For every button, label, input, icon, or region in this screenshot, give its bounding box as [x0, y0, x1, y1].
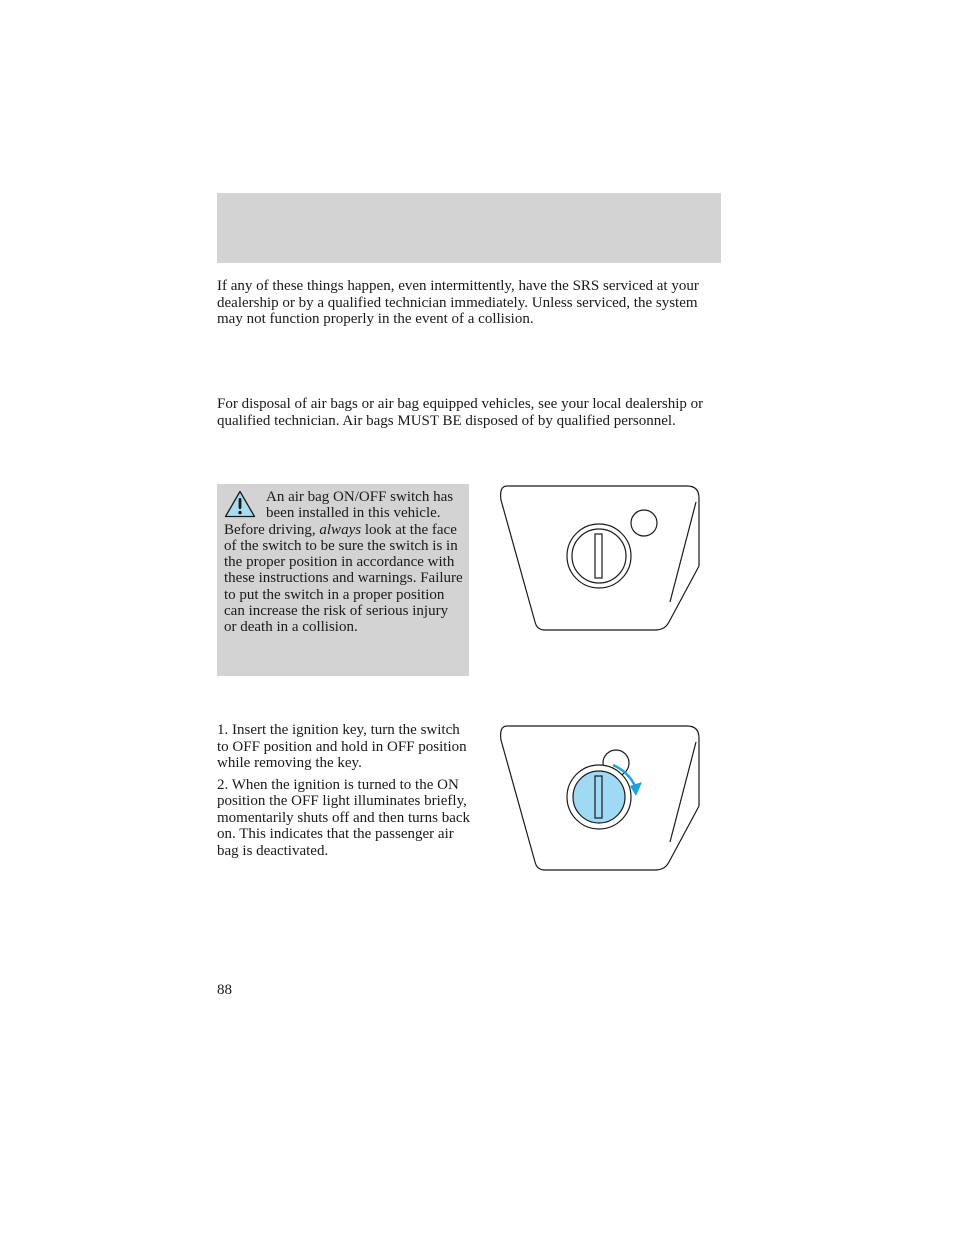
- airbag-switch-illustration: [499, 484, 701, 632]
- warning-text-start: An air bag ON/OFF switch has been installed in this vehicle. Before driving,: [224, 489, 454, 538]
- key-slot: [595, 776, 602, 818]
- step-1: 1. Insert the ignition key, turn the switch to OFF position and hold in OFF position while removing the key.: [217, 722, 467, 771]
- page-number: 88: [217, 982, 232, 998]
- warning-box: [217, 484, 469, 676]
- arrow-head-icon: [630, 782, 642, 796]
- warning-text: [224, 489, 464, 636]
- disposal-paragraph: For disposal of air bags or air bag equipped vehicles, see your local dealership or qualified technician. Air bags MUST BE disposed of by qualified personnel.: [217, 396, 704, 429]
- instruction-steps: [217, 722, 473, 864]
- srs-service-paragraph: If any of these things happen, even intermittently, have the SRS serviced at your dealership or by a qualified technician immediately. Unless serviced, the system may not function properly in the event of a collision.: [217, 278, 699, 327]
- step-2: 2. When the ignition is turned to the ON position the OFF light illuminates briefly, momentarily shuts off and then turns back on. This indicates that the passenger air bag is deactivated.: [217, 776, 471, 859]
- airbag-switch-turn-illustration: [499, 724, 701, 872]
- section-header-bar: [217, 193, 721, 263]
- key-slot: [595, 534, 602, 578]
- off-indicator-light: [631, 510, 657, 536]
- warning-emphasis: always: [319, 521, 362, 538]
- warning-text-end: look at the face of the switch to be sure the switch is in the proper position in accordance with these instructions and warnings. Failure to put the switch in a proper position can increase the risk of serious injury or death in a collision.: [224, 521, 463, 636]
